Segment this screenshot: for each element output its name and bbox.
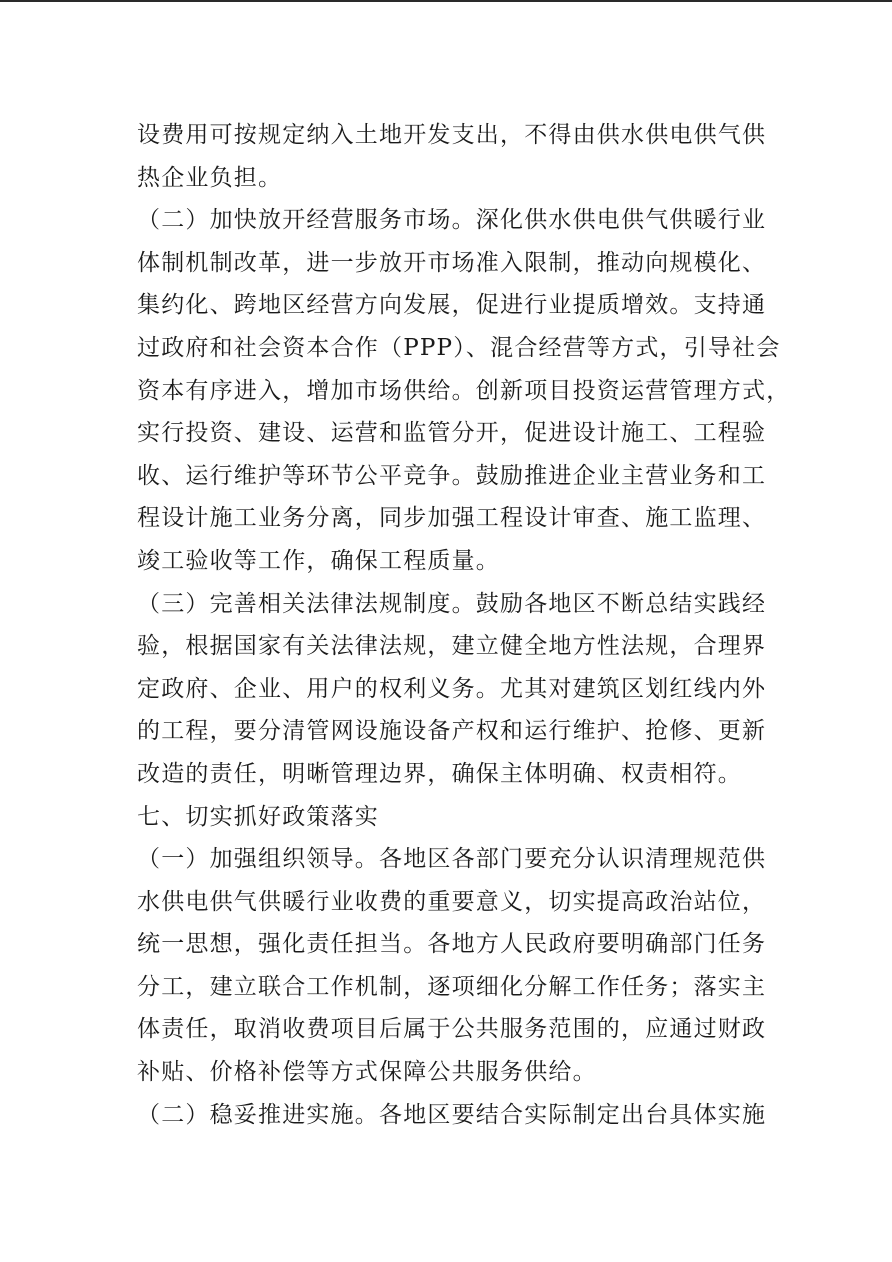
paragraph-start-line: （一）加强组织领导。各地区各部门要充分认识清理规范供 [137,846,767,873]
text-line: 集约化、跨地区经营方向发展，促进行业提质增效。支持通 [137,292,767,319]
text-line: 的工程，要分清管网设施设备产权和运行维护、抢修、更新 [137,718,767,745]
text-line: 体责任，取消收费项目后属于公共服务范围的，应通过财政 [137,1016,767,1043]
paragraph-start-line: （二）稳妥推进实施。各地区要结合实际制定出台具体实施 [137,1101,767,1128]
text-line: 改造的责任，明晰管理边界，确保主体明确、权责相符。 [137,760,742,787]
text-line: 热企业负担。 [137,164,283,191]
text-line: 统一思想，强化责任担当。各地方人民政府要明确部门任务 [137,931,767,958]
text-line: 过政府和社会资本合作（PPP）、混合经营等方式，引导社会 [137,334,781,361]
text-line: 分工，建立联合工作机制，逐项细化分解工作任务；落实主 [137,973,767,1000]
text-line: 设费用可按规定纳入土地开发支出，不得由供水供电供气供 [137,122,767,148]
page-top-border [0,0,892,2]
text-line: 资本有序进入，增加市场供给。创新项目投资运营管理方式， [137,377,791,404]
text-line: 定政府、企业、用户的权利义务。尤其对建筑区划红线内外 [137,675,767,702]
document-body [137,114,791,1136]
text-line: 补贴、价格补偿等方式保障公共服务供给。 [137,1059,597,1086]
paragraph-start-line: （二）加快放开经营服务市场。深化供水供电供气供暖行业 [137,207,767,234]
section-heading: 七、切实抓好政策落实 [137,803,379,830]
text-line: 程设计施工业务分离，同步加强工程设计审查、施工监理、 [137,505,767,532]
paragraph-start-line: （三）完善相关法律法规制度。鼓励各地区不断总结实践经 [137,590,767,617]
text-line: 水供电供气供暖行业收费的重要意义，切实提高政治站位， [137,888,767,915]
text-line: 实行投资、建设、运营和监管分开，促进设计施工、工程验 [137,420,767,447]
text-line: 体制机制改革，进一步放开市场准入限制，推动向规模化、 [137,249,767,276]
text-line: 竣工验收等工作，确保工程质量。 [137,547,500,574]
text-line: 验，根据国家有关法律法规，建立健全地方性法规，合理界 [137,633,767,660]
text-line: 收、运行维护等环节公平竞争。鼓励推进企业主营业务和工 [137,462,767,489]
